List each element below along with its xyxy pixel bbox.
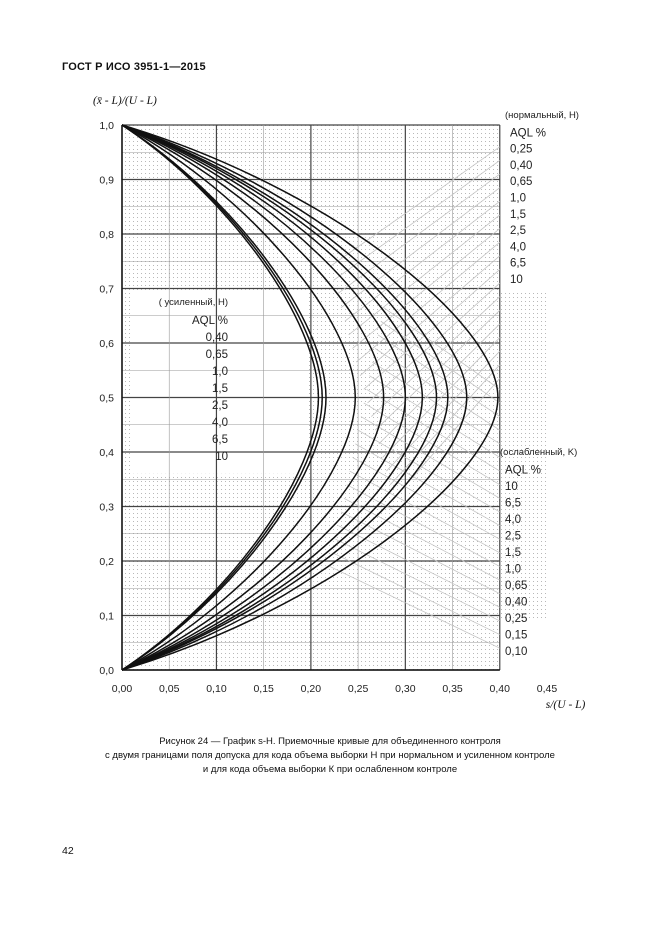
x-tick-label: 0,25 [347,683,369,695]
legend-tightened-entry: 10 [215,451,228,463]
x-tick-label: 0,20 [300,683,322,695]
legend-tightened-entry: 1,5 [212,383,228,395]
document-header: ГОСТ Р ИСО 3951-1—2015 [62,61,206,73]
legend-tightened-entry: 0,65 [205,349,228,361]
legend-reduced-entry: 0,15 [505,629,528,642]
x-tick-label: 0,10 [206,683,227,695]
legend-reduced-entry: 1,0 [505,563,521,576]
legend-normal-entry: 2,5 [510,225,526,238]
legend-reduced-entry: 0,65 [505,580,528,592]
x-axis-label: s/(U - L) [545,699,586,711]
y-tick-label: 0,6 [99,338,114,350]
legend-tightened-subtitle: AQL % [191,315,228,327]
legend-normal-entry: 0,40 [510,159,533,172]
legend-tightened-entry: 1,0 [212,366,228,378]
legend-reduced-entry: 10 [505,481,518,493]
legend-normal-subtitle: AQL % [510,127,547,140]
legend-normal-entry: 0,65 [510,176,533,189]
legend-reduced-entry: 6,5 [505,497,521,510]
legend-normal-entry: 0,25 [510,143,533,156]
legend-reduced-entry: 0,10 [505,646,528,658]
legend-tightened-title: ( усиленный, H) [158,297,228,308]
caption-line-3: и для кода объема выборки К при ослабленном контроле [202,764,458,775]
page-number: 42 [62,845,74,857]
legend-normal-title: (нормальный, H) [505,110,579,121]
y-tick-label: 0,3 [99,501,114,514]
legend-tightened-entry: 4,0 [212,417,228,429]
legend-reduced-entry: 4,0 [505,514,521,526]
legend-normal-entry: 1,5 [510,208,526,221]
y-tick-label: 0,5 [99,392,114,405]
caption-line-2: с двумя границами поля допуска для кода объема выборки Н при нормальном и усиленном контроле [105,750,555,761]
x-tick-label: 0,00 [111,683,133,695]
legend-reduced-entry: 1,5 [505,547,521,559]
legend-reduced-title: (ослабленный, K) [500,447,578,458]
x-tick-label: 0,15 [253,683,274,695]
legend-normal-entry: 10 [510,274,523,286]
legend-tightened-entry: 6,5 [212,434,228,446]
y-tick-label: 0,7 [99,283,114,296]
x-tick-label: 0,30 [395,683,416,695]
y-tick-label: 0,0 [99,665,114,677]
x-tick-label: 0,45 [536,683,558,695]
x-tick-label: 0,40 [489,683,510,695]
legend-tightened-entry: 0,40 [205,332,228,344]
x-tick-label: 0,35 [442,683,463,695]
y-tick-label: 0,9 [99,174,114,187]
legend-reduced-subtitle: AQL % [505,464,542,477]
legend-reduced-entry: 2,5 [505,530,521,543]
y-tick-label: 0,1 [99,610,114,623]
y-tick-label: 0,2 [99,556,114,568]
caption-line-1: Рисунок 24 — График s-H. Приемочные кривые для объединенного контроля [159,736,501,747]
x-tick-label: 0,05 [159,683,180,695]
legend-tightened-entry: 2,5 [212,400,228,412]
y-axis-label: (x̄ - L)/(U - L) [93,95,157,107]
y-tick-label: 1,0 [99,120,114,132]
y-tick-label: 0,4 [99,447,114,459]
legend-normal-entry: 4,0 [510,241,526,254]
legend-normal-entry: 6,5 [510,257,526,270]
y-tick-label: 0,8 [99,229,114,241]
legend-normal-entry: 1,0 [510,192,526,205]
legend-reduced-entry: 0,40 [505,596,528,609]
legend-reduced-entry: 0,25 [505,613,528,625]
figure-caption [70,735,590,777]
